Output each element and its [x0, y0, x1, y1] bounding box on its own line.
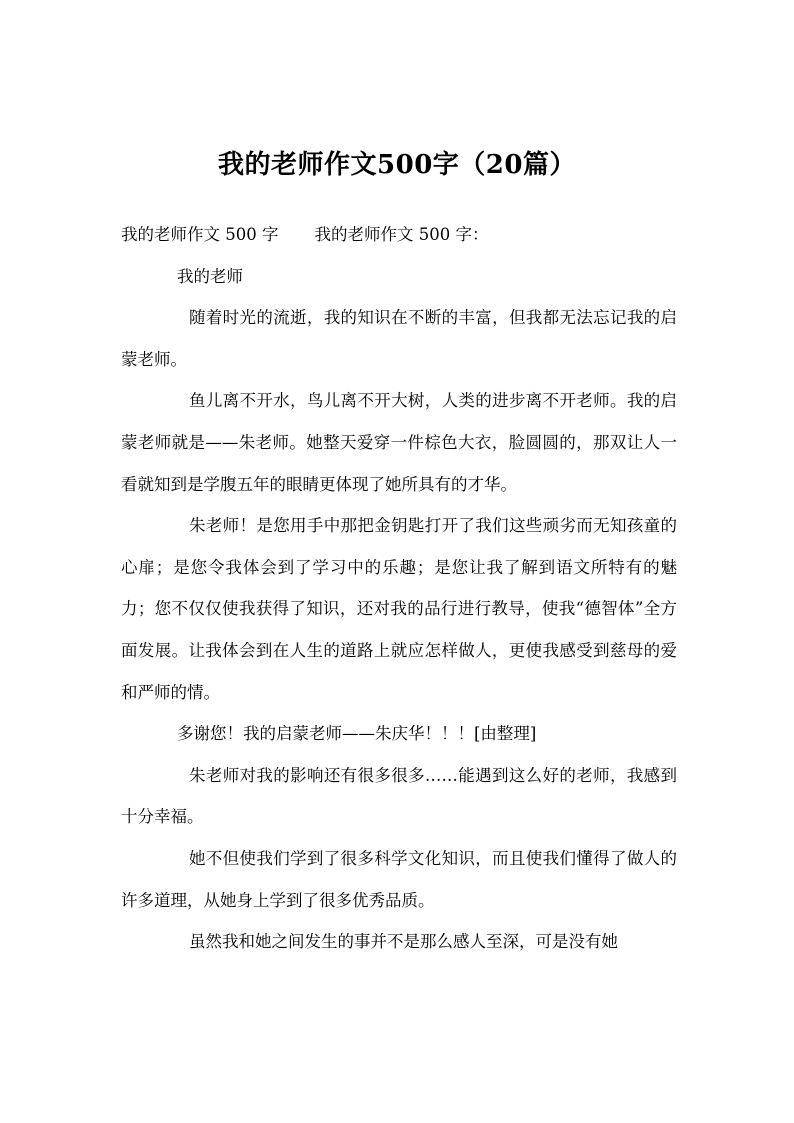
paragraph-5: 她不但使我们学到了很多科学文化知识，而且使我们懂得了做人的许多道理，从她身上学到了很多优秀品质。: [121, 848, 677, 910]
paragraph-3: 朱老师！是您用手中那把金钥匙打开了我们这些顽劣而无知孩童的心扉；是您令我体会到了学习中的乐趣；是您让我了解到语文所特有的魅力；您不仅仅使我获得了知识，还对我的品行进行教导，使我“德智体”全方面发展。让我体会到在人生的道路上就应怎样做人，更使我感受到慈母的爱和严师的情。: [121, 516, 677, 702]
thanks-line: 多谢您！我的启蒙老师——朱庆华！！！[由整理]: [177, 724, 537, 744]
paragraph-6: 虽然我和她之间发生的事并不是那么感人至深，可是没有她: [189, 932, 618, 952]
document-body: [121, 214, 677, 963]
header-right-text: 我的老师作文 500 字：: [314, 225, 489, 244]
page-title: 我的老师作文500字（20篇）: [218, 150, 576, 180]
header-line: [121, 214, 677, 256]
paragraph-1: 随着时光的流逝，我的知识在不断的丰富，但我都无法忘记我的启蒙老师。: [121, 308, 677, 369]
paragraph-2: 鱼儿离不开水，鸟儿离不开大树，人类的进步离不开老师。我的启蒙老师就是——朱老师。她整天爱穿一件棕色大衣，脸圆圆的，那双让人一看就知到是学腹五年的眼睛更体现了她所具有的才华。: [121, 391, 677, 494]
paragraph-4: 朱老师对我的影响还有很多很多……能遇到这么好的老师，我感到十分幸福。: [121, 765, 677, 827]
essay-subtitle: 我的老师: [177, 266, 243, 286]
header-left-text: 我的老师作文 500 字: [121, 225, 279, 244]
